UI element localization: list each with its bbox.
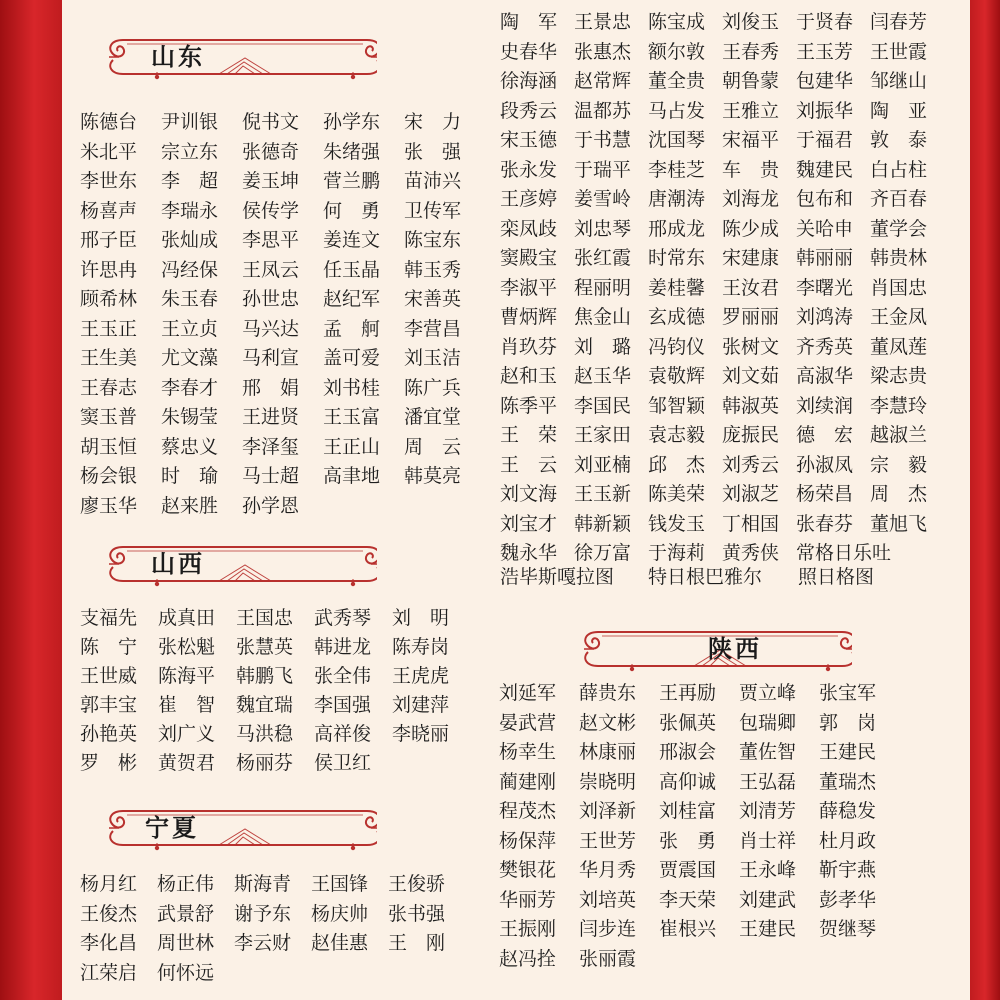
person-name: 李晓丽 (392, 723, 450, 745)
person-name: 刘桂富 (659, 800, 717, 822)
person-name: 王建民 (739, 918, 797, 940)
person-name: 齐百春 (870, 188, 928, 210)
person-name: 刘鸿涛 (796, 306, 854, 328)
person-name: 朱绪强 (323, 140, 381, 163)
person-name: 张惠杰 (574, 40, 632, 63)
person-name: 高祥俊 (314, 723, 372, 745)
person-name: 刘建武 (739, 888, 797, 911)
person-name: 杨保萍 (499, 829, 557, 852)
heading-shandong (105, 34, 377, 80)
person-name: 林康丽 (579, 741, 637, 763)
person-name: 郭丰宝 (80, 694, 138, 716)
person-name: 韩淑英 (722, 394, 780, 417)
person-name: 李泽玺 (242, 435, 300, 458)
person-name: 张佩英 (659, 711, 717, 734)
person-name: 王俊骄 (388, 873, 446, 895)
person-name: 邱 杰 (648, 453, 706, 476)
person-name: 陈德台 (80, 111, 138, 133)
person-name: 于书慧 (574, 129, 632, 151)
person-name: 包瑞卿 (739, 711, 797, 734)
heading-ningxia (105, 805, 377, 851)
person-name: 于海莉 (648, 542, 706, 564)
person-name: 王生美 (80, 347, 138, 369)
person-name: 崔根兴 (659, 918, 717, 940)
left-red-border (0, 0, 62, 1000)
person-name: 尹训银 (161, 111, 219, 133)
person-name: 邢 娟 (242, 376, 300, 399)
person-name: 杨会银 (80, 465, 138, 487)
person-name: 李世东 (80, 170, 138, 192)
person-name: 刘泽新 (579, 800, 637, 822)
person-name: 赵冯拴 (499, 947, 557, 970)
person-name: 张慧英 (236, 636, 294, 658)
person-name: 张红霞 (574, 247, 632, 269)
heading-shaanxi (580, 626, 852, 672)
person-name: 邢成龙 (648, 217, 706, 240)
person-name: 杨正伟 (157, 873, 215, 895)
person-name: 肖国忠 (870, 276, 928, 299)
person-name: 李桂芝 (648, 158, 706, 181)
person-name: 齐秀英 (796, 335, 854, 358)
person-name: 胡玉恒 (80, 435, 138, 458)
person-name: 王玉正 (80, 317, 138, 340)
person-name: 刘培英 (579, 888, 637, 911)
person-name: 张全伟 (314, 665, 372, 687)
person-name: 王建民 (819, 741, 877, 763)
person-name: 陶 亚 (870, 99, 928, 122)
person-name: 张灿成 (161, 229, 219, 251)
person-name: 王国锋 (311, 873, 369, 895)
person-name: 刘续润 (796, 394, 854, 417)
person-name: 王正山 (323, 435, 381, 458)
person-name: 王 云 (500, 453, 558, 476)
person-name: 朱锡莹 (161, 406, 219, 428)
person-name: 刘秀云 (722, 453, 780, 476)
person-name: 邢淑会 (659, 741, 717, 763)
person-name: 米北平 (80, 140, 138, 163)
person-name: 敦 泰 (870, 129, 928, 151)
person-name: 刘宝才 (500, 512, 558, 535)
person-name: 高聿地 (323, 465, 381, 487)
person-name: 孙淑凤 (796, 453, 854, 476)
person-name: 姜连文 (323, 229, 381, 251)
person-name: 赵常辉 (574, 70, 632, 92)
person-name: 朱玉春 (161, 288, 219, 310)
person-name: 韩莫亮 (404, 465, 462, 487)
person-name: 许思冉 (80, 258, 138, 281)
person-name: 时常东 (648, 247, 706, 269)
person-name: 魏永华 (500, 542, 558, 564)
person-name: 刘延军 (499, 682, 557, 704)
person-name: 冯钧仪 (648, 335, 706, 358)
person-name: 菅兰鹏 (323, 170, 381, 192)
person-name: 姜桂馨 (648, 276, 706, 299)
person-name: 李曙光 (796, 276, 854, 299)
person-name: 朝鲁蒙 (722, 70, 780, 92)
section-title-ningxia: 宁夏 (145, 814, 199, 842)
person-name: 唐潮涛 (648, 188, 706, 210)
person-name: 王汝君 (722, 276, 780, 299)
person-name: 武景舒 (157, 902, 215, 925)
section-title-shandong: 山东 (151, 43, 205, 71)
person-name: 刘海龙 (722, 188, 780, 210)
person-name: 陈少成 (722, 217, 780, 240)
person-name: 王凤云 (242, 258, 300, 281)
person-name: 樊银花 (499, 859, 557, 881)
person-name: 刘书桂 (323, 376, 381, 399)
person-name: 宋善英 (404, 288, 462, 310)
person-name: 刘文茹 (722, 365, 780, 387)
person-name: 彭孝华 (819, 888, 877, 911)
person-name: 特日根巴雅尔 (648, 566, 763, 588)
person-name: 姜玉坤 (242, 170, 300, 192)
person-name: 段秀云 (500, 99, 558, 122)
person-name: 冯经保 (161, 258, 219, 281)
person-name: 赵来胜 (161, 494, 219, 517)
person-name: 王家田 (574, 424, 632, 446)
name-list-shaanxi (499, 678, 899, 973)
name-list-continued-tail (500, 562, 918, 592)
person-name: 赵和玉 (500, 365, 558, 387)
person-name: 邹继山 (870, 70, 928, 92)
person-name: 袁敬辉 (648, 365, 706, 387)
person-name: 刘振华 (796, 99, 854, 122)
person-name: 李云财 (234, 932, 292, 954)
person-name: 王俊杰 (80, 902, 138, 925)
person-name: 张松魁 (158, 636, 216, 658)
person-name: 潘宜堂 (404, 406, 462, 428)
person-name: 倪书文 (242, 111, 300, 133)
person-name: 何 勇 (323, 199, 381, 222)
person-name: 王春志 (80, 376, 138, 399)
person-name: 姜雪岭 (574, 188, 632, 210)
person-name: 顾希林 (80, 288, 138, 310)
person-name: 肖玖芬 (500, 335, 558, 358)
person-name: 刘淑芝 (722, 483, 780, 505)
person-name: 焦金山 (574, 306, 632, 328)
person-name: 肖士祥 (739, 829, 797, 852)
person-name: 王 刚 (388, 932, 446, 954)
person-name: 支福先 (80, 607, 138, 629)
person-name: 董凤莲 (870, 335, 928, 358)
person-name: 王世威 (80, 665, 138, 687)
person-name: 董瑞杰 (819, 770, 877, 793)
person-name: 何怀远 (157, 961, 215, 984)
person-name: 蔡忠义 (161, 435, 219, 458)
person-name: 侯传学 (242, 199, 300, 222)
person-name: 德 宏 (796, 424, 854, 446)
person-name: 李思平 (242, 229, 300, 251)
person-name: 刘建萍 (392, 694, 450, 716)
person-name: 高淑华 (796, 365, 854, 387)
person-name: 马洪稳 (236, 723, 294, 745)
person-name: 照日格图 (798, 566, 875, 588)
person-name: 温都苏 (574, 99, 632, 122)
person-name: 杨月红 (80, 873, 138, 895)
person-name: 刘文海 (500, 483, 558, 505)
person-name: 薛稳发 (819, 800, 877, 822)
person-name: 常格日乐吐 (796, 542, 892, 564)
person-name: 李国强 (314, 694, 372, 716)
person-name: 闫步连 (579, 918, 637, 940)
person-name: 曹炳辉 (500, 306, 558, 328)
person-name: 张春芬 (796, 512, 854, 535)
person-name: 刘亚楠 (574, 453, 632, 476)
person-name: 李春才 (161, 376, 219, 399)
person-name: 王立贞 (161, 317, 219, 340)
person-name: 张树文 (722, 335, 780, 358)
person-name: 王彦婷 (500, 188, 558, 210)
person-name: 刘忠琴 (574, 217, 632, 240)
person-name: 邹智颖 (648, 394, 706, 417)
person-name: 王春秀 (722, 40, 780, 63)
person-name: 程茂杰 (499, 800, 557, 822)
person-name: 刘 璐 (574, 335, 632, 358)
person-name: 王玉新 (574, 483, 632, 505)
person-name: 韩鹏飞 (236, 665, 294, 687)
person-name: 王振刚 (499, 918, 557, 940)
person-name: 王金凤 (870, 306, 928, 328)
person-name: 梁志贵 (870, 365, 928, 387)
person-name: 黄秀侠 (722, 542, 780, 564)
person-name: 郭 岗 (819, 711, 877, 734)
person-name: 韩新颖 (574, 512, 632, 535)
person-name: 周 云 (404, 435, 462, 458)
person-name: 任玉晶 (323, 258, 381, 281)
person-name: 侯卫红 (314, 752, 372, 774)
person-name: 马士超 (242, 465, 300, 487)
person-name: 钱发玉 (648, 512, 706, 535)
person-name: 杨幸生 (499, 741, 557, 763)
person-name: 高仰诚 (659, 770, 717, 793)
person-name: 李国民 (574, 394, 632, 417)
person-name: 沈国琴 (648, 129, 706, 151)
section-title-shaanxi: 陕西 (708, 635, 762, 663)
person-name: 李淑平 (500, 276, 558, 299)
person-name: 于瑞平 (574, 158, 632, 181)
person-name: 关哈申 (796, 217, 854, 240)
person-name: 王虎虎 (392, 665, 450, 687)
person-name: 徐海涵 (500, 70, 558, 92)
person-name: 陈广兵 (404, 376, 462, 399)
person-name: 张书强 (388, 902, 446, 925)
person-name: 马利宣 (242, 347, 300, 369)
person-name: 李天荣 (659, 888, 717, 911)
person-name: 苗沛兴 (404, 170, 462, 192)
person-name: 成真田 (158, 607, 216, 629)
person-name: 杜月政 (819, 829, 877, 852)
person-name: 王雅立 (722, 99, 780, 122)
person-name: 晏武营 (499, 711, 557, 734)
person-name: 周 杰 (870, 483, 928, 505)
person-name: 于贤春 (796, 11, 854, 33)
person-name: 刘玉洁 (404, 347, 462, 369)
person-name: 江荣启 (80, 961, 138, 984)
person-name: 刘广义 (158, 723, 216, 745)
person-name: 孟 舸 (323, 317, 381, 340)
person-name: 盖可爱 (323, 347, 381, 369)
name-list-continued (500, 7, 944, 568)
person-name: 越淑兰 (870, 424, 928, 446)
person-name: 王永峰 (739, 859, 797, 881)
person-name: 魏建民 (796, 158, 854, 181)
scroll-frame-icon (105, 541, 377, 587)
person-name: 王世霞 (870, 40, 928, 63)
person-name: 张 勇 (659, 829, 717, 852)
person-name: 额尔敦 (648, 40, 706, 63)
person-name: 赵纪军 (323, 288, 381, 310)
person-name: 孙学东 (323, 111, 381, 133)
person-name: 玄成德 (648, 306, 706, 328)
person-name: 贾震国 (659, 859, 717, 881)
person-name: 庞振民 (722, 424, 780, 446)
person-name: 宋 力 (404, 111, 462, 133)
person-name: 王 荣 (500, 424, 558, 446)
person-name: 丁相国 (722, 512, 780, 535)
person-name: 宋福平 (722, 129, 780, 151)
person-name: 栾凤歧 (500, 217, 558, 240)
person-name: 罗丽丽 (722, 306, 780, 328)
person-name: 赵文彬 (579, 711, 637, 734)
section-title-shanxi: 山西 (151, 550, 205, 578)
person-name: 王再励 (659, 682, 717, 704)
person-name: 杨喜声 (80, 199, 138, 222)
person-name: 孙艳英 (80, 723, 138, 745)
person-name: 罗 彬 (80, 752, 138, 774)
person-name: 陈宝东 (404, 229, 462, 251)
person-name: 杨荣昌 (796, 483, 854, 505)
person-name: 刘俊玉 (722, 11, 780, 33)
person-name: 赵佳惠 (311, 932, 369, 954)
person-name: 斯海青 (234, 873, 292, 895)
person-name: 袁志毅 (648, 424, 706, 446)
person-name: 宗 毅 (870, 453, 928, 476)
right-red-border (970, 0, 1000, 1000)
person-name: 窦殿宝 (500, 247, 558, 269)
person-name: 魏宜瑞 (236, 694, 294, 716)
person-name: 张永发 (500, 158, 558, 181)
person-name: 武秀琴 (314, 607, 372, 629)
person-name: 陈美荣 (648, 483, 706, 505)
person-name: 尤文藻 (161, 347, 219, 369)
person-name: 张德奇 (242, 140, 300, 163)
person-name: 王玉富 (323, 406, 381, 428)
person-name: 宋建康 (722, 247, 780, 269)
person-name: 闫春芳 (870, 11, 928, 33)
person-name: 王国忠 (236, 607, 294, 629)
person-name: 宋玉德 (500, 129, 558, 151)
person-name: 刘清芳 (739, 800, 797, 822)
person-name: 张宝军 (819, 682, 877, 704)
person-name: 浩毕斯嘎拉图 (500, 566, 615, 588)
person-name: 陶 军 (500, 11, 558, 33)
person-name: 时 瑜 (161, 465, 219, 487)
person-name: 董全贵 (648, 70, 706, 92)
person-name: 李营昌 (404, 317, 462, 340)
person-name: 李慧玲 (870, 394, 928, 417)
person-name: 黄贺君 (158, 752, 216, 774)
person-name: 董旭飞 (870, 512, 928, 535)
person-name: 张丽霞 (579, 947, 637, 970)
person-name: 杨庆帅 (311, 902, 369, 925)
person-name: 董佐智 (739, 741, 797, 763)
person-name: 张 强 (404, 140, 462, 163)
person-name: 董学会 (870, 217, 928, 240)
person-name: 王世芳 (579, 829, 637, 852)
person-name: 陈寿岗 (392, 636, 450, 658)
person-name: 陈海平 (158, 665, 216, 687)
person-name: 崇晓明 (579, 770, 637, 793)
person-name: 薛贵东 (579, 682, 637, 704)
person-name: 车 贵 (722, 158, 780, 181)
person-name: 华丽芳 (499, 888, 557, 911)
person-name: 包建华 (796, 70, 854, 92)
person-name: 邢子臣 (80, 229, 138, 251)
person-name: 廖玉华 (80, 494, 138, 517)
person-name: 赵玉华 (574, 365, 632, 387)
person-name: 杨丽芬 (236, 752, 294, 774)
person-name: 韩玉秀 (404, 258, 462, 281)
person-name: 陈 宁 (80, 636, 138, 658)
person-name: 李 超 (161, 170, 219, 192)
person-name: 包布和 (796, 188, 854, 210)
person-name: 徐万富 (574, 542, 632, 564)
person-name: 白占柱 (870, 158, 928, 181)
person-name: 程丽明 (574, 276, 632, 299)
person-name: 华月秀 (579, 859, 637, 881)
person-name: 王进贤 (242, 406, 300, 428)
person-name: 靳宇燕 (819, 859, 877, 881)
person-name: 史春华 (500, 40, 558, 63)
person-name: 马兴达 (242, 317, 300, 340)
person-name: 王玉芳 (796, 40, 854, 63)
person-name: 崔 智 (158, 694, 216, 716)
person-name: 王景忠 (574, 11, 632, 33)
name-list-shandong (80, 107, 485, 520)
person-name: 李瑞永 (161, 199, 219, 222)
person-name: 谢予东 (234, 902, 292, 925)
person-name: 孙世忠 (242, 288, 300, 310)
person-name: 贾立峰 (739, 682, 797, 704)
person-name: 周世林 (157, 932, 215, 954)
person-name: 蔺建刚 (499, 770, 557, 793)
person-name: 韩进龙 (314, 636, 372, 658)
name-list-shanxi (80, 603, 470, 777)
person-name: 于福君 (796, 129, 854, 151)
scroll-frame-icon (105, 34, 377, 80)
person-name: 窦玉普 (80, 406, 138, 428)
person-name: 刘 明 (392, 607, 450, 629)
person-name: 韩贵林 (870, 247, 928, 269)
person-name: 马占发 (648, 99, 706, 122)
person-name: 陈宝成 (648, 11, 706, 33)
heading-shanxi (105, 541, 377, 587)
person-name: 王弘磊 (739, 770, 797, 793)
person-name: 孙学恩 (242, 494, 300, 517)
person-name: 贺继琴 (819, 918, 877, 940)
name-list-ningxia (80, 869, 465, 987)
person-name: 陈季平 (500, 394, 558, 417)
person-name: 李化昌 (80, 932, 138, 954)
person-name: 宗立东 (161, 140, 219, 163)
person-name: 卫传军 (404, 199, 462, 222)
person-name: 韩丽丽 (796, 247, 854, 269)
